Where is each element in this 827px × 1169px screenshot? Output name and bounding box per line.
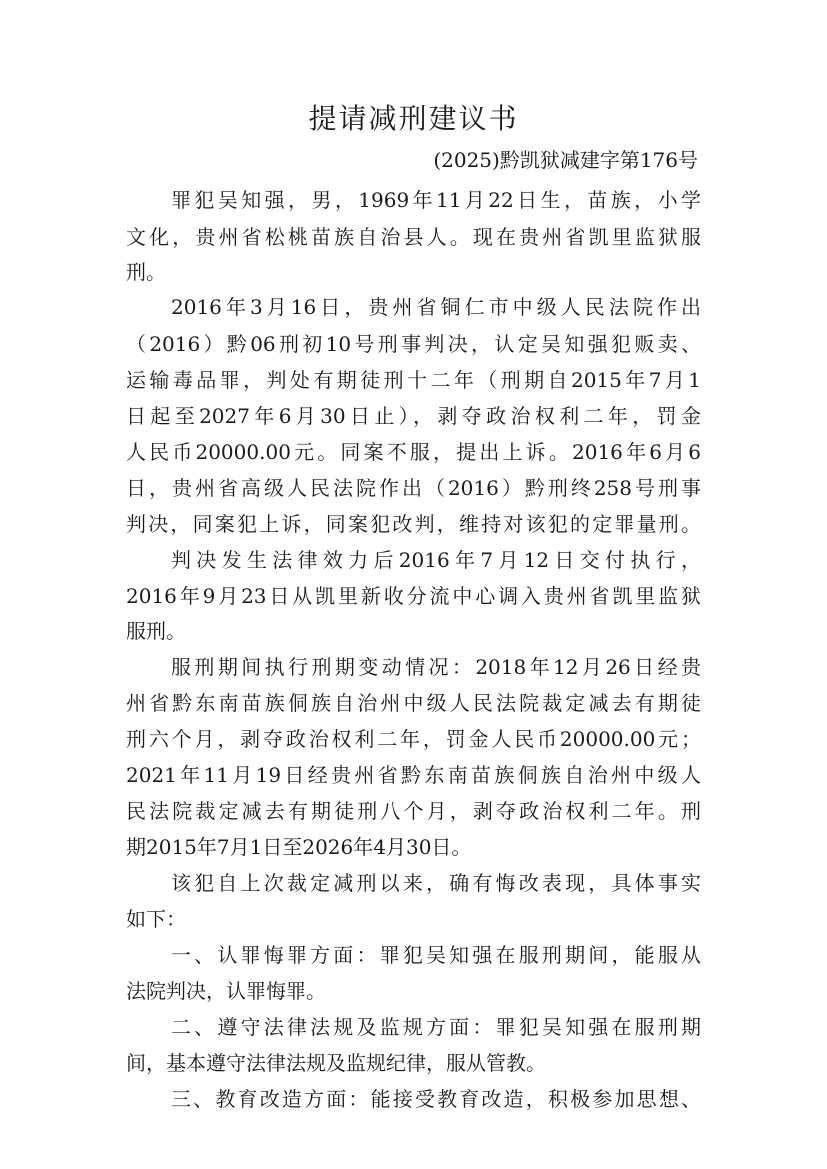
body-line: 刑。	[126, 260, 166, 284]
body-line: 日，贵州省高级人民法院作出（2016）黔刑终258号刑事	[126, 476, 701, 500]
body-line: 三、教育改造方面：能接受教育改造，积极参加思想、	[171, 1087, 701, 1111]
body-line: 刑六个月，剥夺政治权利二年，罚金人民币20000.00元；	[126, 727, 701, 751]
body-line: 间，基本遵守法律法规及监规纪律，服从管教。	[126, 1051, 546, 1075]
body-line: 运输毒品罪，判处有期徒刑十二年（刑期自2015年7月1	[126, 368, 701, 392]
body-line: 判决发生法律效力后2016年7月12日交付执行，	[171, 548, 701, 572]
body-line: 判决，同案犯上诉，同案犯改判，维持对该犯的定罪量刑。	[126, 512, 701, 536]
body-line: 文化，贵州省松桃苗族自治县人。现在贵州省凯里监狱服	[126, 225, 701, 249]
body-line: 服刑期间执行刑期变动情况：2018年12月26日经贵	[171, 655, 701, 679]
body-line: 一、认罪悔罪方面：罪犯吴知强在服刑期间，能服从	[171, 943, 701, 967]
body-line: 如下：	[126, 907, 186, 931]
body-line: 2016年3月16日，贵州省铜仁市中级人民法院作出	[171, 295, 701, 319]
body-line: 州省黔东南苗族侗族自治州中级人民法院裁定减去有期徒	[126, 691, 701, 715]
body-line: 该犯自上次裁定减刑以来，确有悔改表现，具体事实	[171, 871, 701, 895]
body-line: 服刑。	[126, 619, 186, 643]
body-line: 罪犯吴知强，男，1969年11月22日生，苗族，小学	[171, 188, 701, 212]
body-line: 期2015年7月1日至2026年4月30日。	[126, 835, 472, 859]
document-title: 提请减刑建议书	[308, 102, 519, 135]
body-line: 二、遵守法律法规及监规方面：罪犯吴知强在服刑期	[171, 1015, 701, 1039]
body-line: 日起至2027年6月30日止），剥夺政治权利二年，罚金	[126, 404, 701, 428]
body-line: 2021年11月19日经贵州省黔东南苗族侗族自治州中级人	[126, 763, 701, 787]
document-number: (2025)黔凯狱减建字第176号	[433, 148, 698, 172]
body-line: 人民币20000.00元。同案不服，提出上诉。2016年6月6	[126, 440, 701, 464]
body-line: 民法院裁定减去有期徒刑八个月，剥夺政治权利二年。刑	[126, 799, 701, 823]
body-line: 法院判决，认罪悔罪。	[126, 979, 326, 1003]
body-line: 2016年9月23日从凯里新收分流中心调入贵州省凯里监狱	[126, 584, 701, 608]
body-line: （2016）黔06刑初10号刑事判决，认定吴知强犯贩卖、	[126, 332, 701, 356]
